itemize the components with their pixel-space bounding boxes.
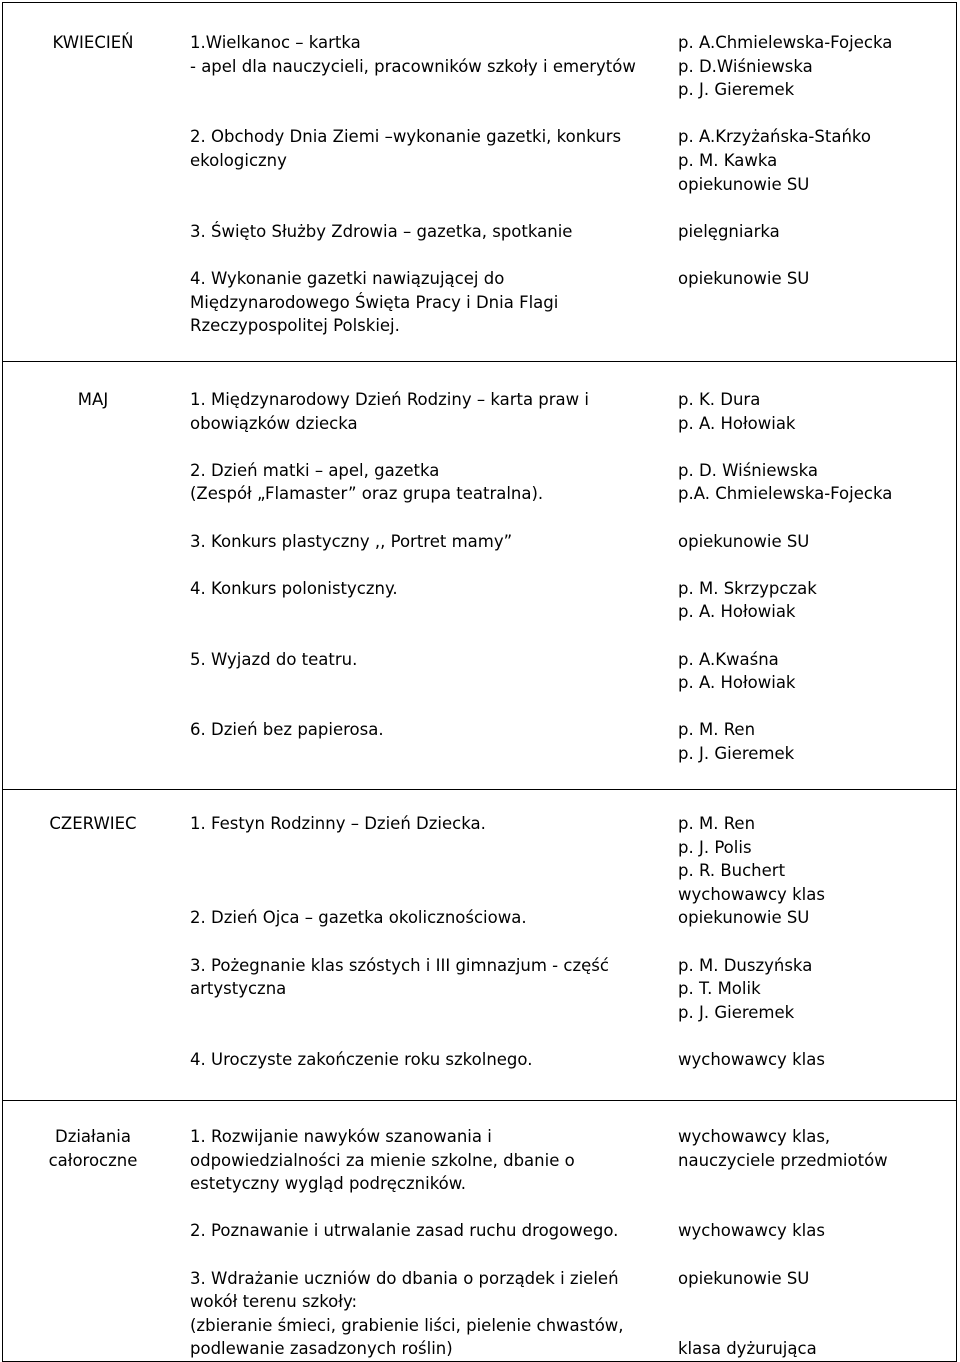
schedule-row: [2, 2, 957, 361]
spacer: [190, 695, 665, 719]
responsible-group: [678, 1048, 958, 1072]
responsible-line: p. M. Ren: [678, 814, 756, 833]
responsible-group: [678, 954, 958, 1025]
task-line: 3. Konkurs plastyczny ,, Portret mamy”: [190, 531, 513, 551]
spacer: [190, 836, 665, 860]
responsible-line: p. J. Gieremek: [678, 743, 795, 763]
responsible-line: p. J. Gieremek: [678, 1002, 795, 1022]
task-line: ekologiczny: [190, 150, 287, 170]
spacer: [190, 930, 665, 954]
task-line: 4. Uroczyste zakończenie roku szkolnego.: [190, 1049, 533, 1069]
task-line: (zbieranie śmieci, grabienie liści, pielenie chwastów,: [190, 1315, 624, 1335]
responsible-line: p. J. Gieremek: [678, 80, 795, 100]
spacer: [678, 1196, 958, 1220]
task-line: 2. Dzień matki – apel, gazetka: [190, 460, 440, 480]
responsible-group: [678, 648, 958, 695]
spacer: [190, 1024, 665, 1048]
task-line: 2. Poznawanie i utrwalanie zasad ruchu drogowego.: [190, 1221, 619, 1241]
task-line: 3. Pożegnanie klas szóstych i III gimnazjum - część: [190, 955, 609, 975]
responsible-group: [678, 577, 958, 624]
responsible-line: opiekunowie SU: [678, 531, 810, 551]
responsible-line: opiekunowie SU: [678, 268, 810, 288]
spacer: [678, 1290, 958, 1314]
task-item: [190, 577, 665, 601]
task-line: 1. Rozwijanie nawyków szanowania i: [190, 1127, 492, 1146]
task-item: [190, 267, 665, 338]
spacer: [190, 196, 665, 220]
responsible-line: p. D. Wiśniewska: [678, 460, 818, 480]
responsible-line: wychowawcy klas: [678, 1221, 825, 1241]
task-line: odpowiedzialności za mienie szkolne, dbanie o: [190, 1150, 575, 1170]
responsible-group: [678, 31, 958, 102]
responsible-cell: [678, 1101, 958, 1361]
task-line: 4. Konkurs polonistyczny.: [190, 578, 398, 598]
spacer: [678, 1172, 958, 1196]
month-cell: [3, 362, 183, 412]
schedule-table: [2, 2, 957, 1362]
spacer: [190, 553, 665, 577]
responsible-line: wychowawcy klas: [678, 1049, 825, 1069]
responsible-line: p. M. Ren: [678, 720, 756, 740]
spacer: [190, 883, 665, 907]
task-item: [190, 388, 665, 435]
responsible-line: p. J. Polis: [678, 837, 752, 857]
responsible-line: p. R. Buchert: [678, 861, 786, 881]
task-item: [190, 1267, 665, 1361]
spacer: [190, 102, 665, 126]
schedule-row: [2, 361, 957, 789]
responsible-cell: [678, 362, 958, 766]
task-line: podlewanie zasadzonych roślin): [190, 1339, 453, 1359]
schedule-row: [2, 789, 957, 1100]
task-item: [190, 31, 665, 78]
responsible-group: [678, 906, 958, 930]
task-item: [190, 1125, 665, 1196]
task-line: obowiązków dziecka: [190, 413, 358, 433]
task-item: [190, 220, 665, 244]
responsible-group: [678, 812, 958, 906]
spacer: [678, 1024, 958, 1048]
task-line: 2. Dzień Ojca – gazetka okolicznościowa.: [190, 908, 527, 928]
responsible-line: p. A. Hołowiak: [678, 602, 796, 622]
task-item: [190, 648, 665, 672]
task-line: wokół terenu szkoły:: [190, 1292, 358, 1312]
tasks-cell: [190, 362, 665, 742]
responsible-line: p. M. Kawka: [678, 150, 778, 170]
spacer: [190, 1196, 665, 1220]
spacer: [678, 930, 958, 954]
responsible-line: opiekunowie SU: [678, 908, 810, 928]
responsible-line: p. M. Duszyńska: [678, 955, 813, 975]
task-line: 4. Wykonanie gazetki nawiązującej do: [190, 268, 505, 288]
month-label: KWIECIEŃ: [52, 33, 134, 52]
spacer: [190, 506, 665, 530]
spacer: [678, 243, 958, 267]
tasks-cell: [190, 3, 665, 338]
spacer: [678, 553, 958, 577]
task-item: [190, 1219, 665, 1243]
responsible-group: [678, 267, 958, 291]
responsible-group: [678, 388, 958, 435]
spacer: [190, 671, 665, 695]
task-item: [190, 812, 665, 836]
spacer: [190, 78, 665, 102]
month-label: CZERWIEC: [49, 814, 137, 833]
task-line: - apel dla nauczycieli, pracowników szkoły i emerytów: [190, 56, 636, 76]
responsible-group: [678, 220, 958, 244]
responsible-group: [678, 125, 958, 196]
responsible-cell: [678, 790, 958, 1072]
spacer: [190, 859, 665, 883]
spacer: [678, 1243, 958, 1267]
responsible-line: opiekunowie SU: [678, 1268, 810, 1288]
task-line: 6. Dzień bez papierosa.: [190, 720, 384, 740]
spacer: [678, 624, 958, 648]
tasks-cell: [190, 790, 665, 1072]
month-cell: [3, 3, 183, 55]
spacer: [678, 695, 958, 719]
responsible-group: [678, 718, 958, 765]
spacer: [190, 1243, 665, 1267]
spacer: [190, 624, 665, 648]
month-cell: [3, 1101, 183, 1172]
responsible-line: p. T. Molik: [678, 979, 761, 999]
responsible-line: p. A.Chmielewska-Fojecka: [678, 33, 893, 52]
responsible-line: p. A. Hołowiak: [678, 413, 796, 433]
responsible-line: wychowawcy klas: [678, 884, 825, 904]
spacer: [190, 600, 665, 624]
spacer: [190, 173, 665, 197]
month-label: całoroczne: [48, 1150, 138, 1170]
task-line: 5. Wyjazd do teatru.: [190, 649, 358, 669]
responsible-cell: [678, 3, 958, 291]
task-line: (Zespół „Flamaster” oraz grupa teatralna).: [190, 484, 544, 504]
task-line: Rzeczypospolitej Polskiej.: [190, 316, 400, 336]
responsible-group: [678, 1125, 958, 1172]
responsible-line: pielęgniarka: [678, 221, 780, 241]
task-line: estetyczny wygląd podręczników.: [190, 1174, 466, 1194]
task-line: 1.Wielkanoc – kartka: [190, 33, 361, 52]
responsible-line: p. A.Kwaśna: [678, 649, 779, 669]
responsible-line: wychowawcy klas,: [678, 1127, 831, 1146]
task-line: 1. Festyn Rodzinny – Dzień Dziecka.: [190, 814, 486, 833]
spacer: [678, 1314, 958, 1338]
task-item: [190, 125, 665, 172]
spacer: [678, 435, 958, 459]
spacer: [190, 243, 665, 267]
responsible-line: p. K. Dura: [678, 390, 761, 409]
responsible-group: [678, 1267, 958, 1361]
task-item: [190, 954, 665, 1001]
task-line: Międzynarodowego Święta Pracy i Dnia Flagi: [190, 292, 559, 312]
responsible-line: p. M. Skrzypczak: [678, 578, 817, 598]
responsible-group: [678, 459, 958, 506]
month-cell: [3, 790, 183, 836]
spacer: [678, 506, 958, 530]
spacer: [190, 1001, 665, 1025]
month-label: MAJ: [77, 390, 109, 409]
task-line: 1. Międzynarodowy Dzień Rodziny – karta praw i: [190, 390, 589, 409]
spacer: [678, 196, 958, 220]
responsible-line: p.A. Chmielewska-Fojecka: [678, 484, 893, 504]
task-line: artystyczna: [190, 979, 287, 999]
task-item: [190, 906, 665, 930]
responsible-line: p. A.Krzyżańska-Stańko: [678, 127, 871, 147]
task-item: [190, 459, 665, 506]
responsible-line: opiekunowie SU: [678, 174, 810, 194]
responsible-group: [678, 530, 958, 554]
spacer: [678, 102, 958, 126]
task-item: [190, 1048, 665, 1072]
spacer: [190, 435, 665, 459]
responsible-line: nauczyciele przedmiotów: [678, 1150, 888, 1170]
responsible-line: p. A. Hołowiak: [678, 673, 796, 693]
task-item: [190, 530, 665, 554]
task-line: 2. Obchody Dnia Ziemi –wykonanie gazetki, konkurs: [190, 127, 622, 147]
task-line: 3. Święto Służby Zdrowia – gazetka, spotkanie: [190, 221, 573, 241]
tasks-cell: [190, 1101, 665, 1361]
schedule-row: [2, 1100, 957, 1362]
task-item: [190, 718, 665, 742]
task-line: 3. Wdrażanie uczniów do dbania o porządek i zieleń: [190, 1268, 619, 1288]
responsible-line: klasa dyżurująca: [678, 1339, 817, 1359]
month-label: Działania: [54, 1127, 131, 1146]
responsible-group: [678, 1219, 958, 1243]
responsible-line: p. D.Wiśniewska: [678, 56, 813, 76]
